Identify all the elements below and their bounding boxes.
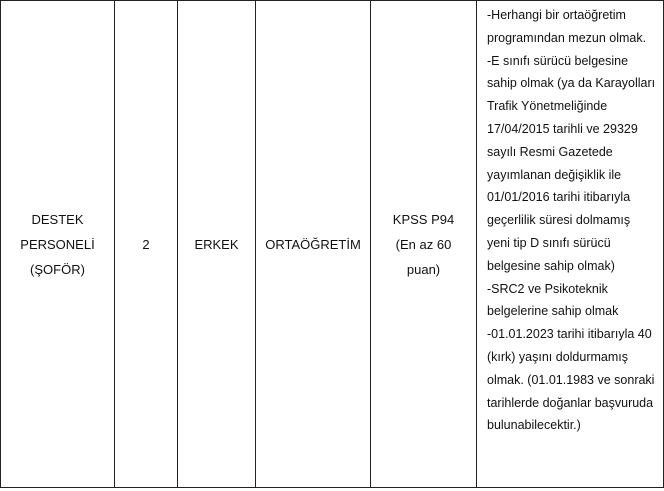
position-line: DESTEK — [31, 211, 84, 227]
requirement-line: -01.01.2023 tarihi itibarıyla 40 — [487, 327, 652, 342]
gender-value: ERKEK — [194, 236, 239, 252]
requirement-line: -SRC2 ve Psikoteknik — [487, 281, 608, 296]
requirement-line: (kırk) yaşını doldurmamış — [487, 349, 629, 364]
requirement-line: belgelerine sahip olmak — [487, 304, 619, 319]
requirement-line: -E sınıfı sürücü belgesine — [487, 53, 629, 68]
exam-line: (En az 60 — [395, 236, 452, 252]
requirement-line: 17/04/2015 tarihli ve 29329 — [487, 121, 638, 136]
requirement-line: 01/01/2016 tarihi itibarıyla — [487, 190, 631, 205]
position-line: (ŞOFÖR) — [30, 261, 85, 277]
requirement-line: olmak. (01.01.1983 ve sonraki — [487, 372, 655, 387]
requirements-cell — [477, 1, 664, 488]
table-row — [1, 1, 664, 488]
requirement-line: sayılı Resmi Gazetede — [487, 144, 613, 159]
education-cell — [256, 1, 371, 488]
requirement-line: geçerlilik süresi dolmamış — [487, 213, 631, 228]
exam-line: KPSS P94 — [392, 211, 455, 227]
requirement-line: belgesine sahip olmak) — [487, 258, 615, 273]
education-value: ORTAÖĞRETİM — [265, 236, 361, 252]
count-value: 2 — [142, 236, 150, 252]
gender-cell — [178, 1, 256, 488]
requirement-line: yeni tip D sınıfı sürücü — [487, 235, 611, 250]
exam-line: puan) — [406, 261, 441, 277]
requirement-line: -Herhangi bir ortaöğretim — [487, 8, 626, 22]
count-cell — [115, 1, 178, 488]
requirement-line: bulunabilecektir.) — [487, 418, 581, 433]
requirement-line: programından mezun olmak. — [487, 30, 647, 45]
requirement-line: Trafik Yönetmeliğinde — [487, 99, 608, 114]
exam-cell — [371, 1, 477, 488]
requirement-line: yayımlanan değişiklik ile — [487, 167, 622, 182]
requirement-line: sahip olmak (ya da Karayolları — [487, 76, 656, 91]
position-cell — [1, 1, 115, 488]
position-line: PERSONELİ — [20, 236, 95, 252]
requirement-line: tarihlerde doğanlar başvuruda — [487, 395, 654, 410]
